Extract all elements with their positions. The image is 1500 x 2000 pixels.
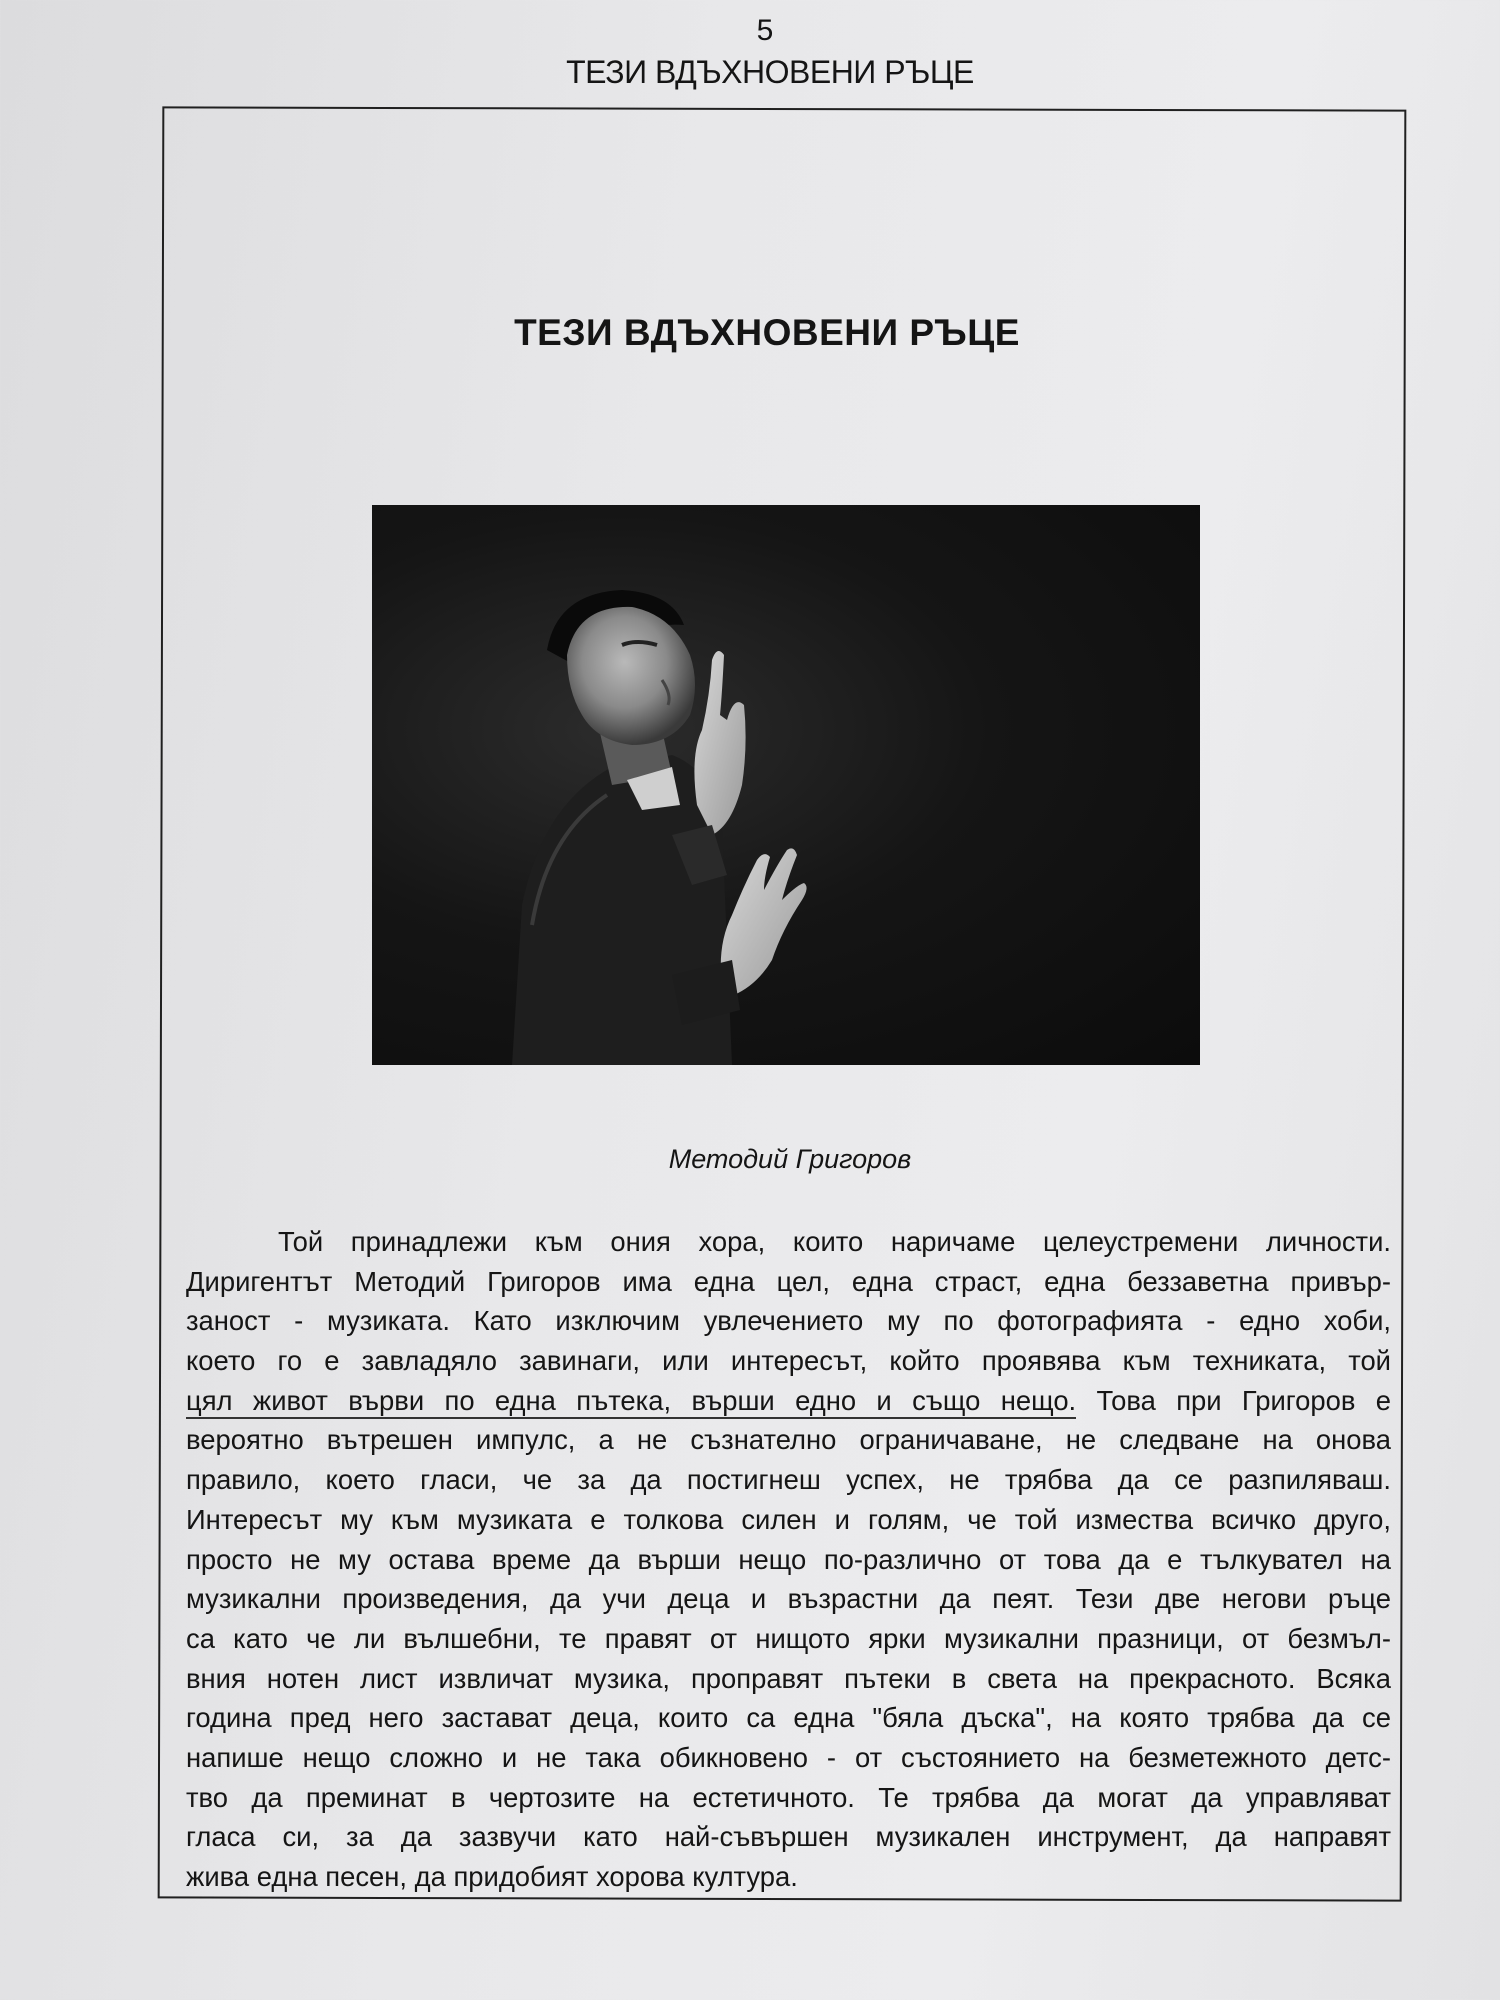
- body-line: просто не му остава време да върши нещо по-различно от това да е тълкувател на: [186, 1543, 1391, 1575]
- body-line: музикални произведения, да учи деца и възрастни да пеят. Тези две негови ръце: [186, 1583, 1391, 1615]
- body-line: година пред него застават деца, които са една "бяла дъска", на която трябва да се: [186, 1702, 1391, 1734]
- underlined-phrase: цял живот върви по една пътека, върши едно и също нещо.: [186, 1385, 1076, 1419]
- running-header: ТЕЗИ ВДЪХНОВЕНИ РЪЦЕ: [566, 54, 974, 90]
- body-line: заност - музиката. Като изключим увлечението му по фотографията - едно хоби,: [186, 1305, 1391, 1337]
- article-title: ТЕЗИ ВДЪХНОВЕНИ РЪЦЕ: [514, 312, 1020, 353]
- body-line-rest: Това при Григоров е: [1076, 1384, 1391, 1416]
- body-line: Интересът му към музиката е толкова силен и голям, че той измества всичко друго,: [186, 1503, 1391, 1535]
- body-line: вероятно вътрешен импулс, а не съзнателно ограничаване, не следване на онова: [186, 1424, 1391, 1456]
- body-line: вния нотен лист извличат музика, проправят пътеки в света на прекрасното. Всяка: [186, 1662, 1391, 1694]
- conductor-photo-illustration: [372, 505, 1200, 1065]
- body-line: тво да преминат в чертозите на естетичното. Те трябва да могат да управляват: [186, 1781, 1391, 1813]
- body-line: са като че ли вълшебни, те правят от нищото ярки музикални празници, от безмъл-: [186, 1622, 1391, 1654]
- body-line: Той принадлежи към ония хора, които наричаме целеустремени личности.: [278, 1226, 1391, 1257]
- body-line: което го е завладяло завинаги, или интересът, който проявява към техниката, той: [186, 1345, 1391, 1377]
- page-number: 5: [756, 14, 774, 47]
- body-line: напише нещо сложно и не така обикновено - от състоянието на безметежното детс-: [186, 1741, 1391, 1773]
- article-body: [186, 1222, 1391, 1897]
- body-line: Диригентът Методий Григоров има една цел, една страст, една беззаветна привър-: [186, 1265, 1391, 1297]
- photo-caption: Методий Григоров: [668, 1144, 912, 1174]
- conductor-photo: [372, 505, 1200, 1065]
- body-line: правило, което гласи, че за да постигнеш успех, не трябва да се разпиляваш.: [186, 1464, 1391, 1496]
- body-line-underlined: [186, 1381, 1391, 1421]
- body-line: жива една песен, да придобият хорова култура.: [186, 1861, 798, 1892]
- body-line: гласа си, за да зазвучи като най-съвършен музикален инструмент, да направят: [186, 1821, 1391, 1853]
